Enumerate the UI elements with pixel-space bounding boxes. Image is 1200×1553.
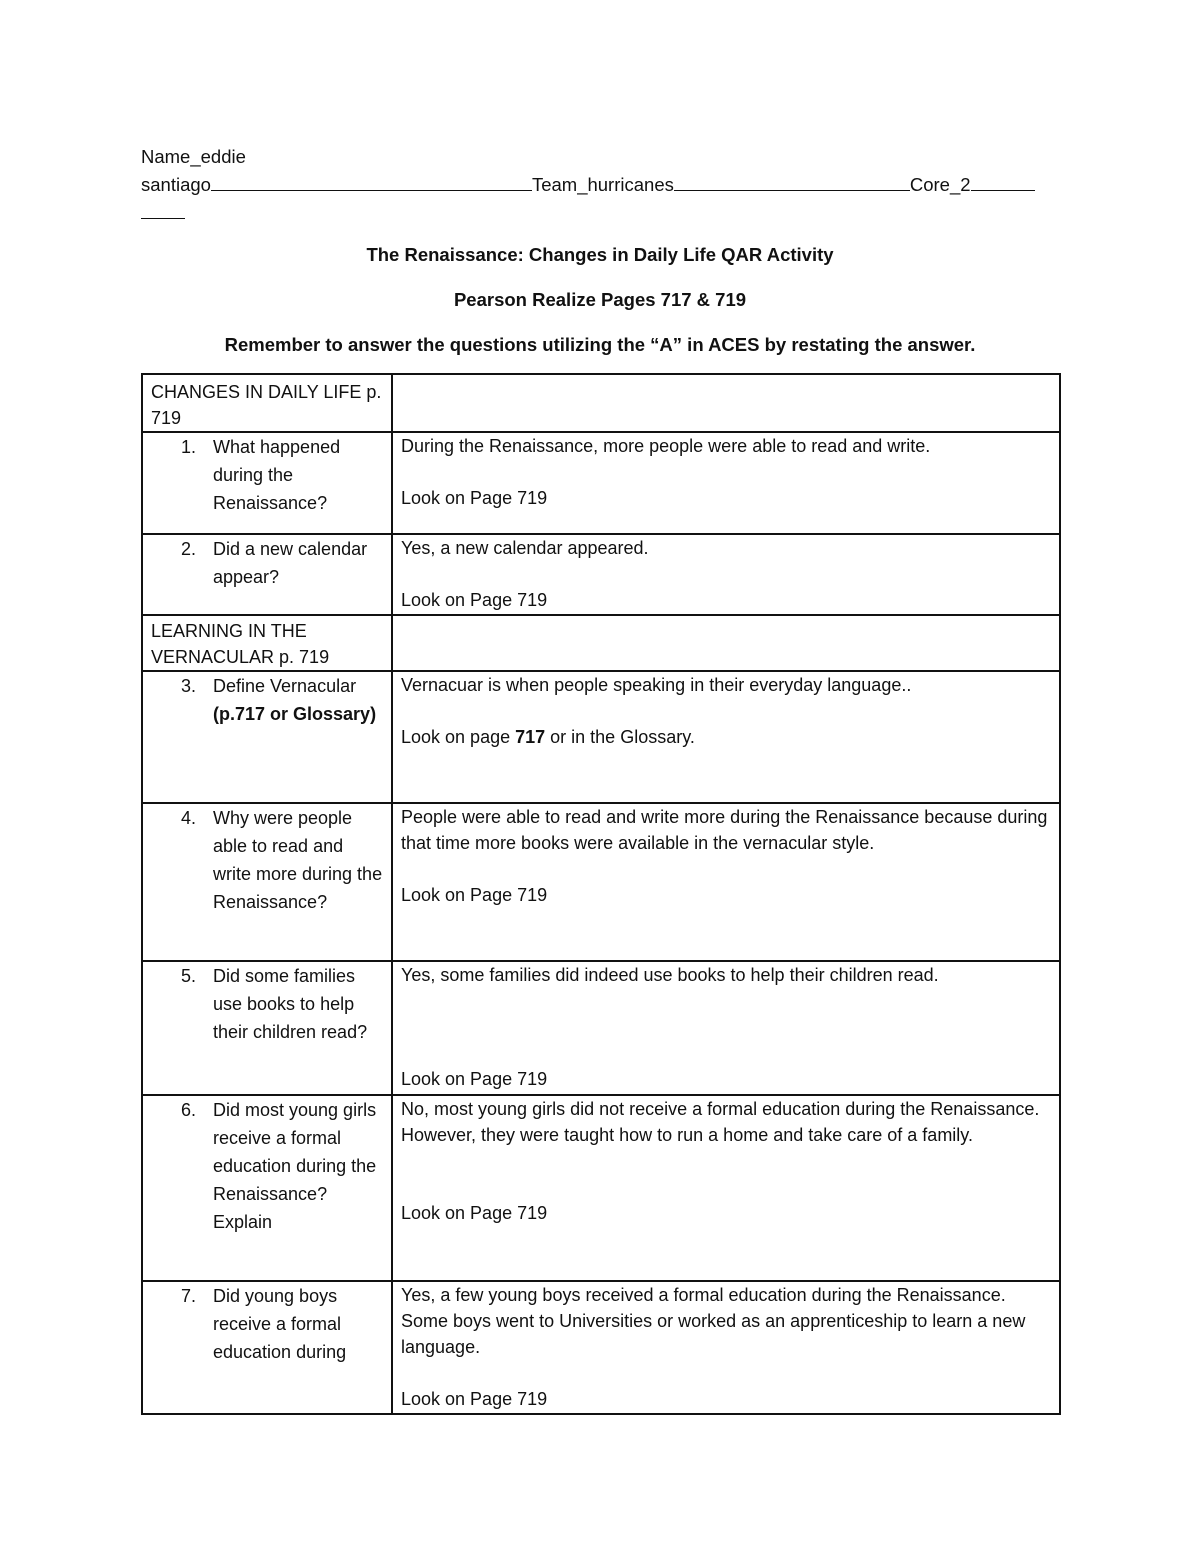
answer-cell	[392, 432, 1060, 534]
answer-cell	[392, 961, 1060, 1095]
answer-text: Yes, a new calendar appeared.	[401, 538, 649, 558]
empty-cell	[392, 374, 1060, 432]
look-prefix: Look on page	[401, 727, 516, 747]
answer-cell	[392, 1095, 1060, 1281]
question-hint: (p.717 or Glossary)	[213, 704, 377, 724]
question-cell	[142, 432, 392, 534]
question-text: Why were people able to read and write more during the Renaissance?	[213, 808, 383, 912]
question-row	[142, 1095, 1060, 1281]
question-number: 6.	[180, 1100, 196, 1120]
name-value: santiago	[141, 174, 211, 195]
overflow-line	[141, 199, 1056, 227]
empty-cell	[392, 615, 1060, 671]
look-page: 717	[515, 727, 546, 747]
pages-subtitle: Pearson Realize Pages 717 & 719	[453, 289, 747, 310]
team-field: Team_hurricanes	[531, 174, 674, 195]
look-suffix: or in the Glossary.	[545, 727, 695, 747]
question-text: Did a new calendar appear?	[213, 539, 368, 587]
question-text: Did most young girls receive a formal education during the Renaissance? Explain	[213, 1100, 377, 1232]
answer-cell	[392, 671, 1060, 803]
answer-cell	[392, 534, 1060, 615]
question-cell	[142, 961, 392, 1095]
section-header-cell: LEARNING IN THE VERNACULAR p. 719	[142, 615, 392, 671]
qar-table	[141, 373, 1061, 1415]
student-header	[141, 143, 1056, 227]
question-cell	[142, 534, 392, 615]
question-cell	[142, 671, 392, 803]
look-reference: Look on Page 719	[401, 1069, 548, 1089]
section-row	[142, 615, 1060, 671]
question-number: 2.	[180, 539, 196, 559]
question-text: What happened during the Renaissance?	[213, 437, 341, 513]
question-text: Did young boys receive a formal education during	[213, 1286, 347, 1362]
answer-cell	[392, 803, 1060, 961]
question-number: 3.	[180, 676, 196, 696]
answer-cell	[392, 1281, 1060, 1414]
look-reference: Look on Page 719	[401, 590, 548, 610]
look-reference: Look on Page 719	[401, 488, 548, 508]
name-blank	[211, 171, 532, 191]
answer-text: During the Renaissance, more people were able to read and write.	[401, 436, 931, 456]
answer-text: People were able to read and write more during the Renaissance because during that time more books were available in the vernacular style.	[401, 807, 1048, 853]
info-line	[141, 171, 1056, 199]
answer-text: No, most young girls did not receive a formal education during the Renaissance. However, they were taught how to run a home and take care of a family.	[401, 1099, 1040, 1145]
answer-text: Yes, some families did indeed use books to help their children read.	[401, 965, 939, 985]
look-reference: Look on Page 719	[401, 1389, 548, 1409]
team-blank	[674, 171, 910, 191]
name-line: Name_eddie	[141, 146, 246, 167]
section-row	[142, 374, 1060, 432]
look-reference	[401, 724, 1051, 750]
core-field: Core_2	[909, 174, 971, 195]
question-cell	[142, 803, 392, 961]
question-cell	[142, 1095, 392, 1281]
question-row	[142, 961, 1060, 1095]
question-row	[142, 534, 1060, 615]
question-number: 1.	[180, 437, 196, 457]
core-blank	[971, 171, 1035, 191]
question-number: 5.	[180, 966, 196, 986]
answer-text: Yes, a few young boys received a formal education during the Renaissance. Some boys went to Universities or worked as an apprenticeship to learn a new language.	[401, 1285, 1026, 1357]
look-reference: Look on Page 719	[401, 1203, 548, 1223]
question-text: Did some families use books to help their children read?	[213, 966, 368, 1042]
question-text: Define Vernacular	[213, 676, 357, 696]
question-row	[142, 1281, 1060, 1414]
overflow-blank	[141, 199, 185, 219]
look-reference: Look on Page 719	[401, 885, 548, 905]
question-row	[142, 432, 1060, 534]
answer-text: Vernacuar is when people speaking in their everyday language..	[401, 675, 912, 695]
page-title: The Renaissance: Changes in Daily Life QAR Activity	[366, 244, 834, 265]
question-number: 7.	[180, 1286, 196, 1306]
question-row	[142, 803, 1060, 961]
question-cell	[142, 1281, 392, 1414]
question-number: 4.	[180, 808, 196, 828]
instruction-text: Remember to answer the questions utilizing the “A” in ACES by restating the answer.	[224, 334, 976, 355]
question-row	[142, 671, 1060, 803]
section-header-cell: CHANGES IN DAILY LIFE p. 719	[142, 374, 392, 432]
